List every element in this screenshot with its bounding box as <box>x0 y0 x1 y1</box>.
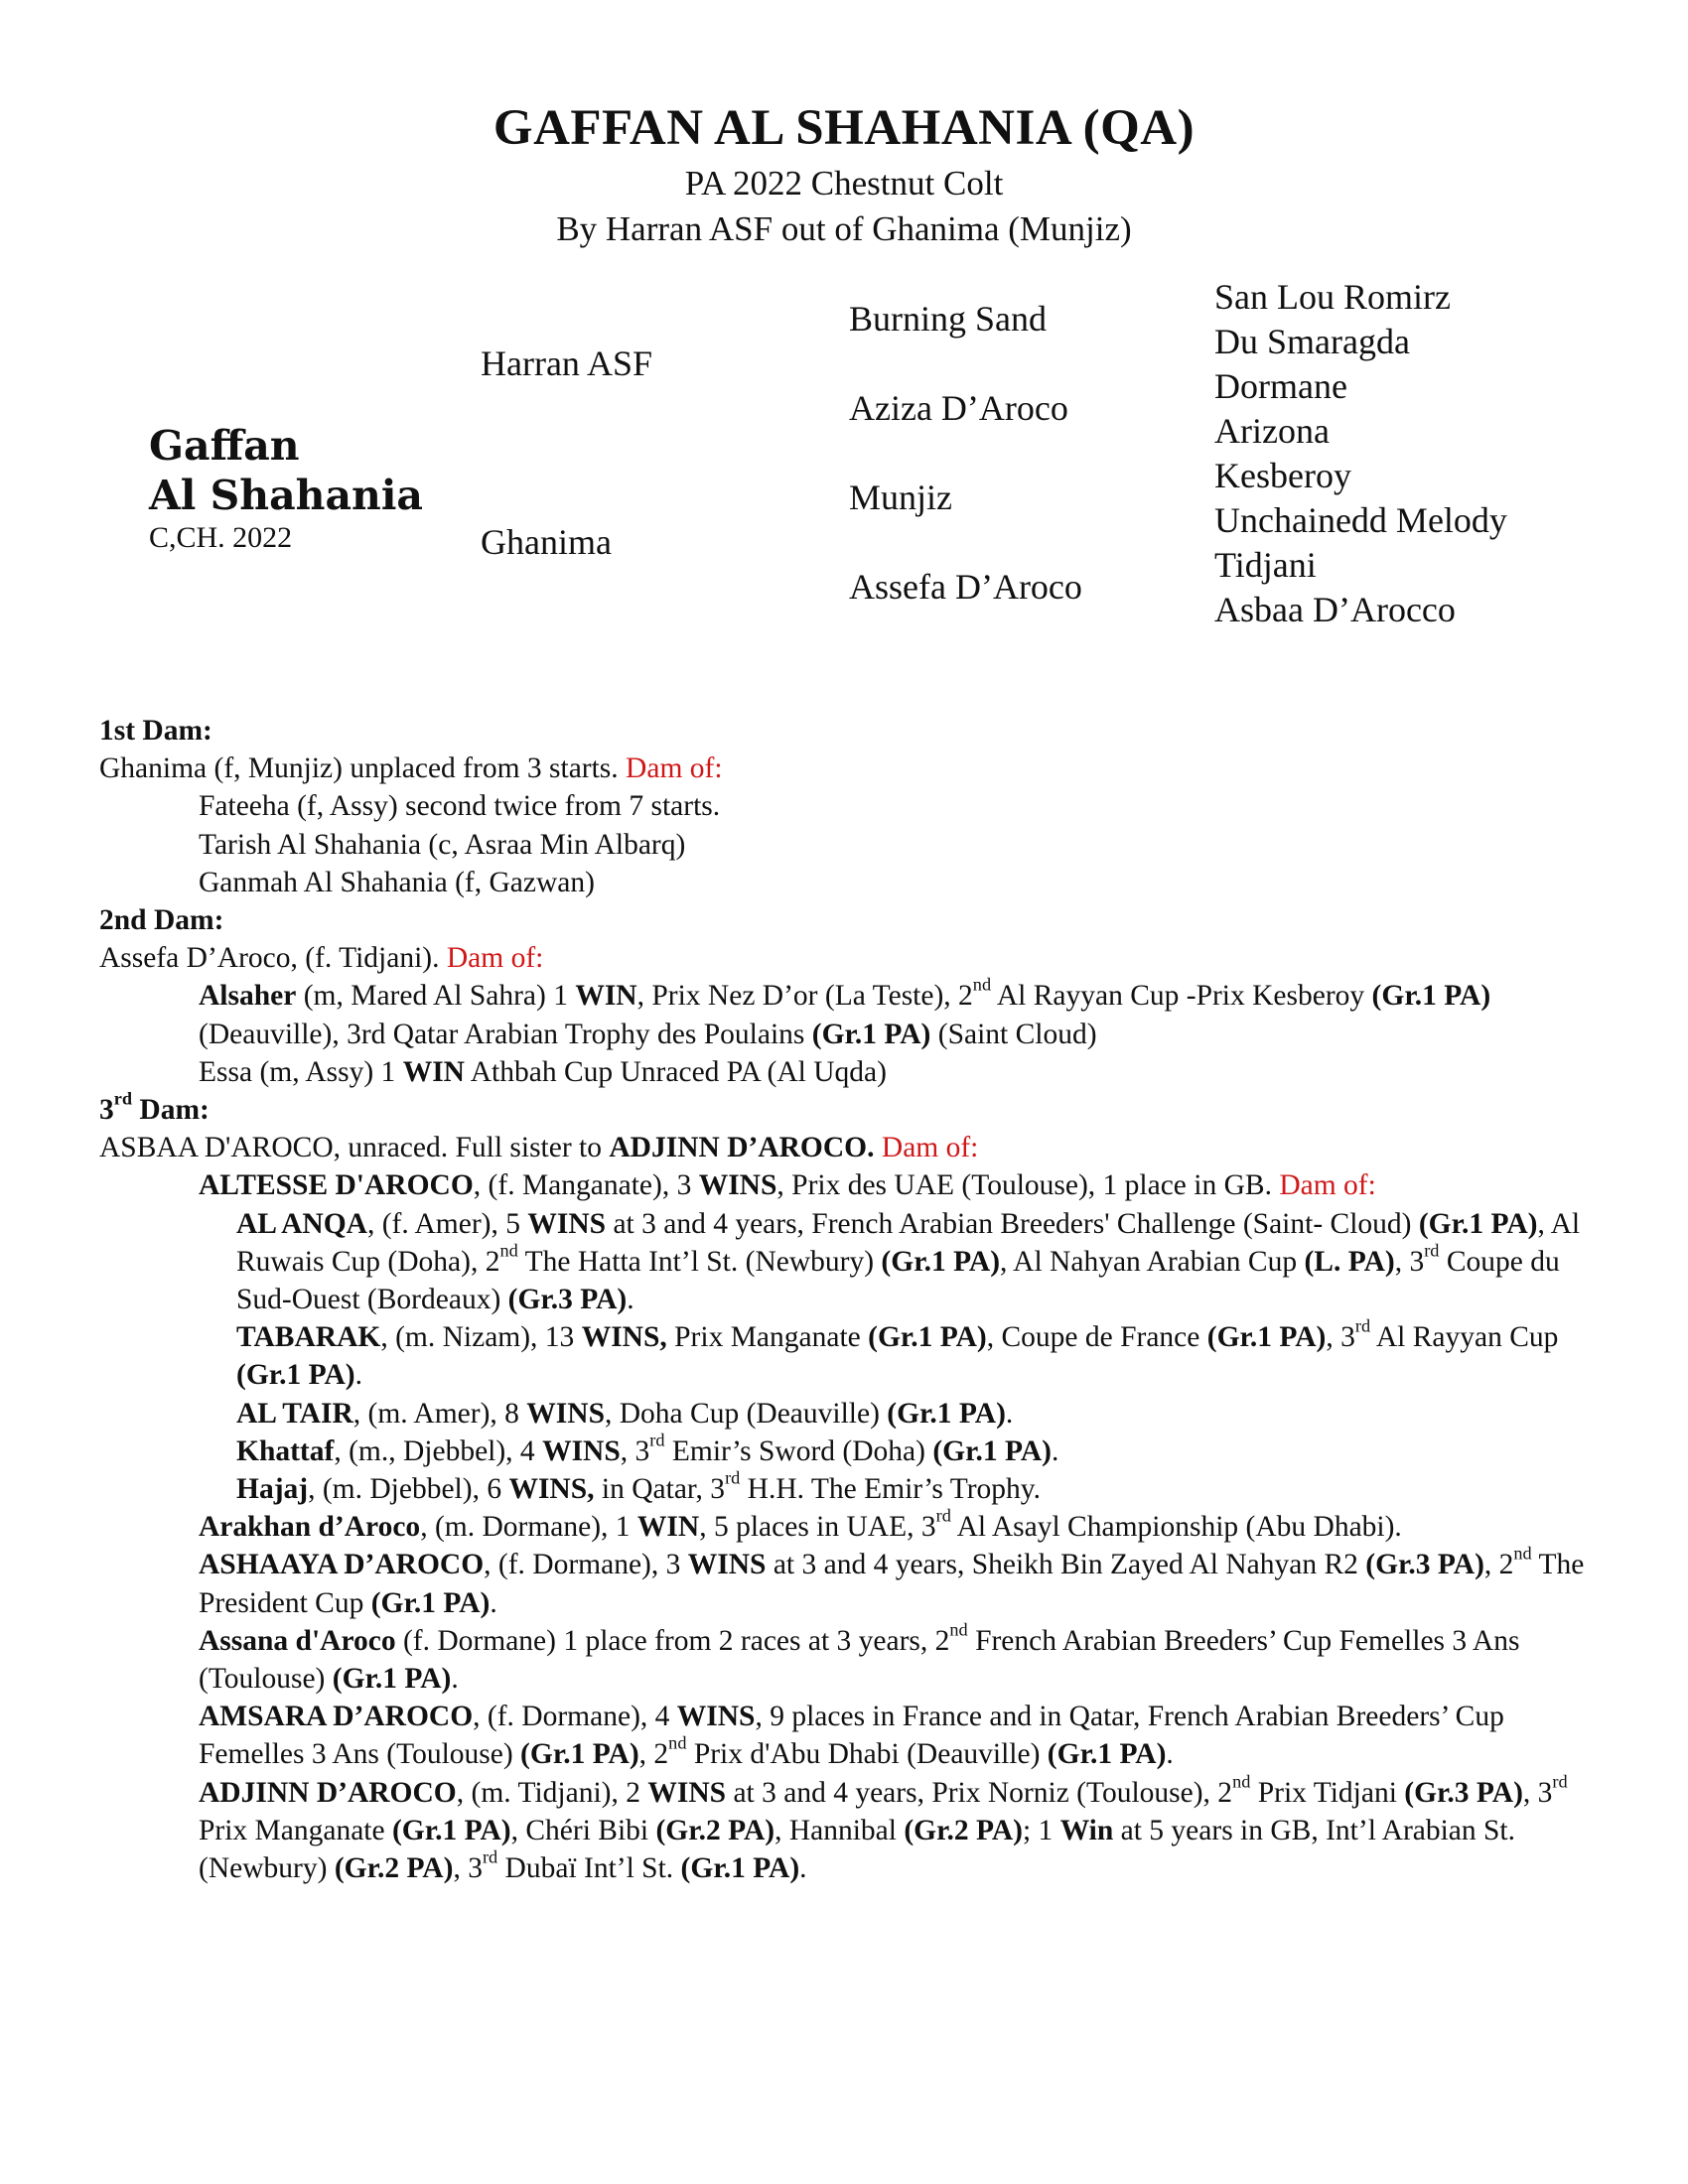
dam-family-text <box>99 712 1609 1887</box>
offspring-entry: Fateeha (f, Assy) second twice from 7 starts. <box>199 790 721 823</box>
document-subtitle: PA 2022 Chestnut Colt <box>684 164 1004 203</box>
section-heading: 1st Dam: <box>99 715 212 747</box>
offspring-entry: Arakhan d’Aroco, (m. Dormane), 1 WIN, 5 places in UAE, 3rd Al Asayl Championship (Abu Dhabi). <box>199 1505 1402 1544</box>
document-title: GAFFAN AL SHAHANIA (QA) <box>492 100 1196 156</box>
offspring-entry: ADJINN D’AROCO, (m. Tidjani), 2 WINS at 3 and 4 years, Prix Norniz (Toulouse), 2nd Prix Tidjani (Gr.3 PA), 3rd Prix Manganate (Gr.1 PA), Chéri Bibi (Gr.2 PA), Hannibal (Gr.2 PA); 1 Win at 5 years in GB, Int’l Arabian St. (Newbury) (Gr.2 PA), 3rd Dubaï Int’l St. (Gr.1 PA). <box>199 1771 1568 1885</box>
offspring-entry: Tarish Al Shahania (c, Asraa Min Albarq) <box>199 828 686 861</box>
offspring-entry: Hajaj, (m. Djebbel), 6 WINS, in Qatar, 3rd H.H. The Emir’s Trophy. <box>236 1467 1041 1506</box>
document-breeding-line: By Harran ASF out of Ghanima (Munjiz) <box>556 209 1132 248</box>
great-grandparent-name: San Lou Romirz <box>1214 277 1451 317</box>
great-grandparent-name: Unchainedd Melody <box>1214 500 1507 540</box>
section-heading: 3rd Dam: <box>99 1088 210 1127</box>
sire-name: Harran ASF <box>481 343 652 383</box>
dam-summary: Ghanima (f, Munjiz) unplaced from 3 starts. Dam of: <box>99 752 723 785</box>
offspring-entry: Assana d'Aroco (f. Dormane) 1 place from 2 races at 3 years, 2nd French Arabian Breeders’ Cup Femelles 3 Ans (Toulouse) (Gr.1 PA). <box>199 1619 1520 1696</box>
horse-description: C,CH. 2022 <box>149 521 293 554</box>
great-grandparent-name: Tidjani <box>1214 545 1317 585</box>
great-grandparent-name: Du Smaragda <box>1214 322 1410 361</box>
offspring-entry: AMSARA D’AROCO, (f. Dormane), 4 WINS, 9 places in France and in Qatar, French Arabian Breeders’ Cup Femelles 3 Ans (Toulouse) (Gr.1 PA), 2nd Prix d'Abu Dhabi (Deauville) (Gr.1 PA). <box>199 1701 1504 1771</box>
offspring-entry: AL TAIR, (m. Amer), 8 WINS, Doha Cup (Deauville) (Gr.1 PA). <box>236 1397 1014 1430</box>
offspring-entry: ALTESSE D'AROCO, (f. Manganate), 3 WINS, Prix des UAE (Toulouse), 1 place in GB. Dam of: <box>199 1169 1376 1202</box>
dam-name: Ghanima <box>481 522 612 562</box>
grandparent-name: Assefa D’Aroco <box>849 567 1082 607</box>
grandparent-name: Munjiz <box>849 478 952 517</box>
dam-summary: ASBAA D'AROCO, unraced. Full sister to ADJINN D’AROCO. Dam of: <box>99 1132 979 1164</box>
dam-summary: Assefa D’Aroco, (f. Tidjani). Dam of: <box>99 942 544 975</box>
horse-name: Gaffan <box>149 422 300 470</box>
great-grandparent-name: Kesberoy <box>1214 456 1351 495</box>
offspring-entry: Essa (m, Assy) 1 WIN Athbah Cup Unraced PA (Al Uqda) <box>199 1055 887 1088</box>
great-grandparent-name: Dormane <box>1214 366 1347 406</box>
horse-name: Al Shahania <box>149 472 423 519</box>
great-grandparent-name: Arizona <box>1214 411 1330 451</box>
section-heading: 2nd Dam: <box>99 904 224 937</box>
great-grandparent-name: Asbaa D’Arocco <box>1214 590 1456 629</box>
offspring-entry: Khattaf, (m., Djebbel), 4 WINS, 3rd Emir’s Sword (Doha) (Gr.1 PA). <box>236 1430 1059 1467</box>
offspring-entry: AL ANQA, (f. Amer), 5 WINS at 3 and 4 years, French Arabian Breeders' Challenge (Saint- Cloud) (Gr.1 PA), Al Ruwais Cup (Doha), 2nd The Hatta Int’l St. (Newbury) (Gr.1 PA), Al Nahyan Arabian Cup (L. PA), 3rd Coupe du Sud-Ouest (Bordeaux) (Gr.3 PA). <box>236 1207 1581 1316</box>
offspring-entry: Ganmah Al Shahania (f, Gazwan) <box>199 866 595 898</box>
offspring-entry: Alsaher (m, Mared Al Sahra) 1 WIN, Prix Nez D’or (La Teste), 2nd Al Rayyan Cup -Prix Kesberoy (Gr.1 PA) (Deauville), 3rd Qatar Arabian Trophy des Poulains (Gr.1 PA) (Saint Cloud) <box>199 974 1491 1050</box>
offspring-entry: TABARAK, (m. Nizam), 13 WINS, Prix Manganate (Gr.1 PA), Coupe de France (Gr.1 PA), 3rd Al Rayyan Cup (Gr.1 PA). <box>236 1315 1559 1392</box>
grandparent-name: Aziza D’Aroco <box>849 388 1068 428</box>
grandparent-name: Burning Sand <box>849 299 1048 339</box>
offspring-entry: ASHAAYA D’AROCO, (f. Dormane), 3 WINS at 3 and 4 years, Sheikh Bin Zayed Al Nahyan R2 (Gr.3 PA), 2nd The President Cup (Gr.1 PA). <box>199 1543 1585 1619</box>
